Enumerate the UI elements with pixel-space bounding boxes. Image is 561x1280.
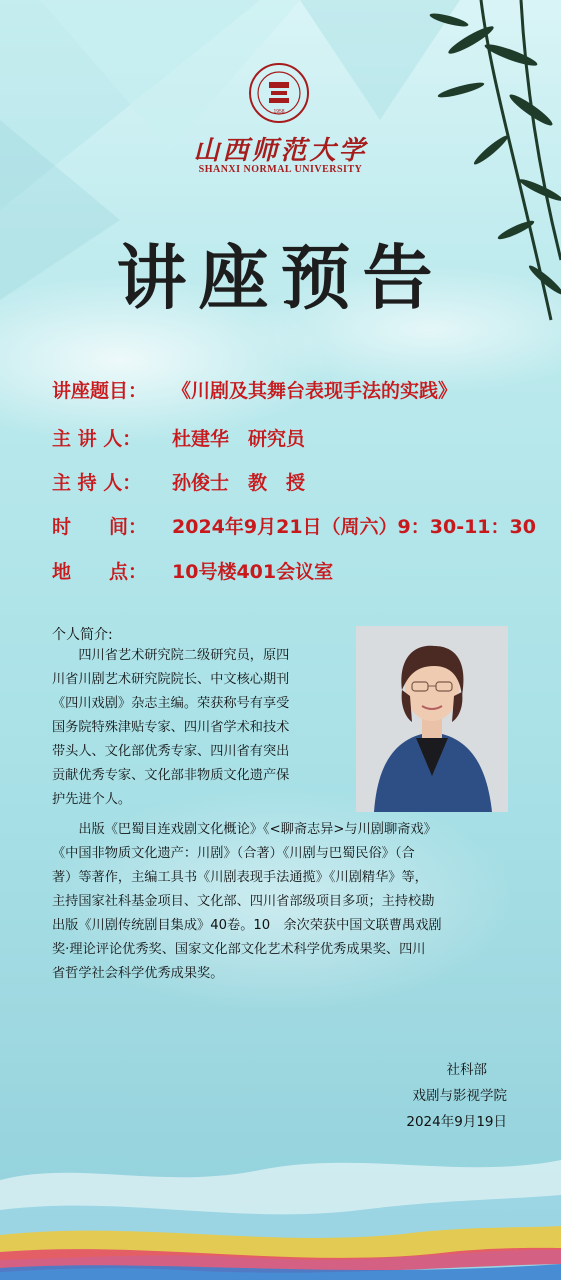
info-value: 《川剧及其舞台表现手法的实践》 — [172, 380, 458, 402]
info-label: 主 讲 人： — [52, 428, 142, 450]
footer-department-2: 戏剧与影视学院 — [412, 1088, 507, 1104]
info-row-location — [52, 557, 333, 584]
info-label: 主 持 人： — [52, 472, 142, 494]
info-row-time — [52, 512, 536, 539]
info-value: 孙俊士 教 授 — [172, 472, 306, 494]
footer-date: 2024年9月19日 — [406, 1114, 507, 1130]
bio-line: 省哲学社会科学优秀成果奖。 — [52, 966, 224, 981]
info-label: 讲座题目： — [52, 380, 148, 402]
bio-paragraph-1 — [52, 644, 352, 812]
bio-line: 护先进个人。 — [52, 792, 132, 807]
info-row-topic — [52, 376, 457, 403]
bio-line: 四川省艺术研究院二级研究员，原四 — [52, 648, 290, 663]
speaker-photo — [356, 626, 508, 812]
page-title: 讲座预告 — [116, 237, 445, 319]
university-seal-logo — [248, 62, 310, 124]
info-label: 地 点： — [52, 561, 148, 583]
info-value: 10号楼401会议室 — [172, 561, 334, 583]
info-label: 时 间： — [52, 516, 148, 538]
info-row-host — [52, 468, 305, 495]
info-value: 杜建华 研究员 — [172, 428, 306, 450]
bio-line: 带头人、文化部优秀专家、四川省有突出 — [52, 744, 290, 759]
bio-line: 贡献优秀专家、文化部非物质文化遗产保 — [52, 768, 290, 783]
bio-line: 出版《巴蜀目连戏剧文化概论》《<聊斋志异>与川剧聊斋戏》 — [52, 822, 437, 837]
logo-year: 1958 — [273, 109, 285, 115]
bio-line: 主持国家社科基金项目、文化部、四川省部级项目多项；主持校勘 — [52, 894, 435, 909]
bio-heading: 个人简介: — [52, 627, 113, 643]
bio-paragraph-2 — [52, 818, 512, 986]
bottom-wave-decoration — [0, 1140, 561, 1280]
bio-line: 出版《川剧传统剧目集成》40卷。10 余次荣获中国文联曹禺戏剧 — [52, 918, 442, 933]
bio-line: 《中国非物质文化遗产：川剧》（合著）《川剧与巴蜀民俗》（合 — [52, 846, 415, 861]
info-row-speaker — [52, 424, 305, 451]
info-value: 2024年9月21日（周六）9：30-11：30 — [172, 516, 536, 538]
bio-line: 著）等著作，主编工具书《川剧表现手法通揽》《川剧精华》等， — [52, 870, 428, 885]
footer-department-1: 社科部 — [446, 1062, 487, 1078]
bio-line: 《四川戏剧》杂志主编。荣获称号有享受 — [52, 696, 290, 711]
bio-line: 奖·理论评论优秀奖、国家文化部文化艺术科学优秀成果奖、四川 — [52, 942, 426, 957]
bio-line: 川省川剧艺术研究院院长、中文核心期刊 — [52, 672, 290, 687]
bio-line: 国务院特殊津贴专家、四川省学术和技术 — [52, 720, 290, 735]
university-name-chinese: 山西师范大学 — [193, 136, 368, 166]
university-name-english: SHANXI NORMAL UNIVERSITY — [198, 164, 363, 175]
